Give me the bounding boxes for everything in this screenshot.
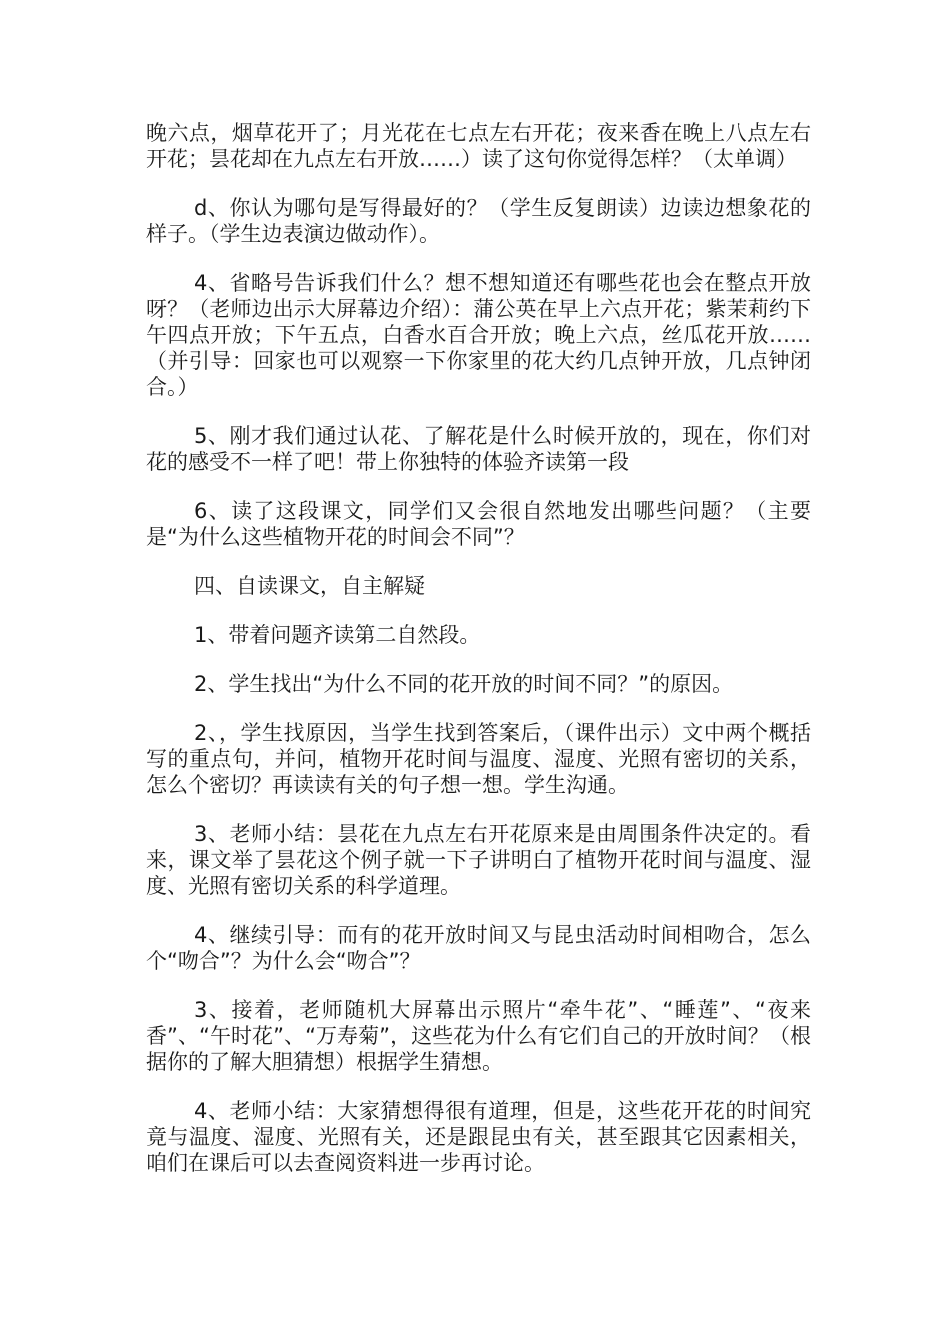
paragraph: 2、学生找出“为什么不同的花开放的时间不同？”的原因。 (194, 672, 734, 696)
paragraph: 1、带着问题齐读第二自然段。 (194, 623, 481, 647)
paragraph: 2、，学生找原因，当学生找到答案后，（课件出示）文中两个概括写的重点句，并问，植物开花时间与温度、湿度、光照有密切的关系，怎么个密切？再读读有关的句子想一想。学生沟通。 (146, 721, 811, 797)
paragraph: 4、继续引导：而有的花开放时间又与昆虫活动时间相吻合，怎么个“吻合”？为什么会“吻合”？ (146, 923, 811, 973)
paragraph: 3、接着，老师随机大屏幕出示照片“牵牛花”、“睡莲”、“夜来香”、“午时花”、“万寿菊”，这些花为什么有它们自己的开放时间？（根据你的了解大胆猜想）根据学生猜想。 (146, 998, 811, 1074)
paragraph: 3、老师小结：昙花在九点左右开花原来是由周围条件决定的。看来，课文举了昙花这个例子就一下子讲明白了植物开花时间与温度、湿度、光照有密切关系的科学道理。 (146, 822, 811, 898)
paragraph: 晚六点，烟草花开了；月光花在七点左右开花；夜来香在晚上八点左右开花；昙花却在九点左右开放……）读了这句你觉得怎样？（太单调） (146, 121, 811, 171)
paragraph: 6、读了这段课文，同学们又会很自然地发出哪些问题？（主要是“为什么这些植物开花的时间会不同”？ (146, 499, 811, 549)
paragraph: 4、省略号告诉我们什么？想不想知道还有哪些花也会在整点开放呀？（老师边出示大屏幕边介绍）：蒲公英在早上六点开花；紫茉莉约下午四点开放；下午五点，白香水百合开放；晚上六点，丝瓜花开放……（并引导：回家也可以观察一下你家里的花大约几点钟开放，几点钟闭合。） (146, 271, 811, 399)
paragraph: d、你认为哪句是写得最好的？（学生反复朗读）边读边想象花的样子。（学生边表演边做动作）。 (146, 196, 811, 246)
section-heading: 四、自读课文，自主解疑 (194, 574, 425, 598)
document-body (146, 120, 811, 1199)
paragraph: 5、刚才我们通过认花、了解花是什么时候开放的，现在，你们对花的感受不一样了吧！带上你独特的体验齐读第一段 (146, 424, 811, 474)
paragraph: 4、老师小结：大家猜想得很有道理，但是，这些花开花的时间究竟与温度、湿度、光照有关，还是跟昆虫有关，甚至跟其它因素相关，咱们在课后可以去查阅资料进一步再讨论。 (146, 1099, 811, 1175)
